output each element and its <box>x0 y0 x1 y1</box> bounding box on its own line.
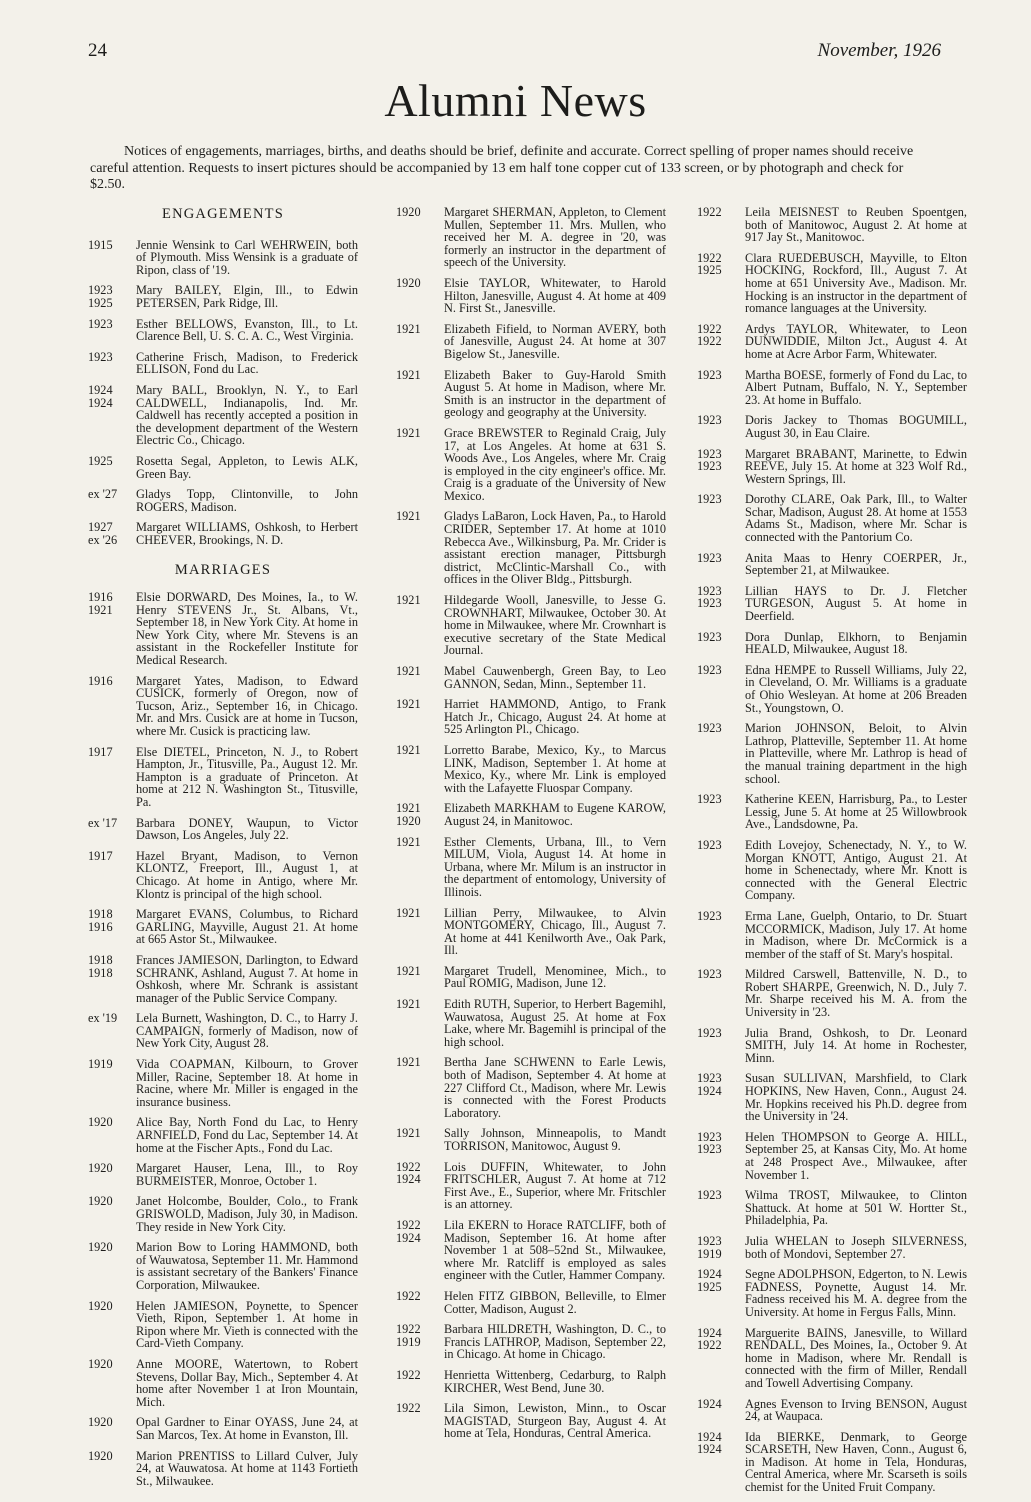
notice-text: Mary BAILEY, Elgin, Ill., to Edwin PETERSEN, Park Ridge, Ill. <box>136 283 358 310</box>
notice-entry <box>88 351 358 376</box>
column-right <box>697 206 967 1502</box>
notice-text: Margaret BRABANT, Marinette, to Edwin REEVE, July 15. At home at 323 Wolf Rd., Western Springs, Ill. <box>745 446 967 486</box>
class-year: 1923 <box>697 792 722 807</box>
class-year: 1923 <box>697 1188 722 1203</box>
class-year: 1922 <box>396 1367 421 1382</box>
class-year: 1924 1925 <box>697 1267 722 1294</box>
notice-text: Gladys LaBaron, Lock Haven, Pa., to Harold CRIDER, September 17. At home at 1010 Rebecca Ave., Wilkinsburg, Pa. Mr. Crider is assistant erection manager, Pittsburgh district, McClintic-Marshall Co., with offices in the Oliver Bldg., Pittsburgh. <box>444 509 666 587</box>
notice-text: Harriet HAMMOND, Antigo, to Frank Hatch Jr., Chicago, August 24. At home at 525 Arlington Pl., Chicago. <box>444 697 666 737</box>
notice-text: Erma Lane, Guelph, Ontario, to Dr. Stuart MCCORMICK, Madison, July 17. At home in Madison, where Dr. McCormick is a member of the staff of St. Mary's hospital. <box>745 908 967 961</box>
class-year: 1923 1924 <box>697 1071 722 1099</box>
class-year: 1916 1921 <box>88 590 113 617</box>
notice-entry <box>396 802 666 827</box>
notice-text: Frances JAMIESON, Darlington, to Edward SCHRANK, Ashland, August 7. At home in Oshkosh, where Mr. Schrank is assistant manager of the Public Service Company. <box>136 952 358 1005</box>
notice-text: Vida COAPMAN, Kilbourn, to Grover Miller, Racine, September 18. At home in Racine, where Mr. Miller is engaged in the insurance business. <box>136 1057 358 1109</box>
class-year: 1920 <box>88 1115 113 1130</box>
class-year: 1923 <box>697 837 722 852</box>
class-year: 1923 1923 <box>697 583 722 611</box>
notice-entry <box>697 206 967 244</box>
notice-entry <box>697 448 967 486</box>
notice-text: Marion Bow to Loring HAMMOND, both of Wauwatosa, September 11. Mr. Hammond is assistant secretary of the Bankers' Finance Corporation, Milwaukee. <box>136 1240 358 1292</box>
notice-entry <box>396 323 666 361</box>
class-year: 1915 <box>88 237 113 252</box>
class-year: 1920 <box>88 1415 113 1430</box>
class-year: 1921 <box>396 905 421 920</box>
notice-text: Lila EKERN to Horace RATCLIFF, both of Madison, September 16. At home after November 1 at 508–52nd St., Milwaukee, where Mr. Ratcliff is employed as sales engineer with the Cutler, Hammer Company. <box>444 1217 666 1283</box>
class-year: 1921 <box>396 742 421 757</box>
notice-text: Helen FITZ GIBBON, Belleville, to Elmer Cotter, Madison, August 2. <box>444 1288 666 1316</box>
notice-entry <box>697 1235 967 1260</box>
column-left <box>88 206 358 1495</box>
notice-text: Barbara DONEY, Waupun, to Victor Dawson, Los Angeles, July 22. <box>136 815 358 843</box>
notice-entry <box>396 1323 666 1361</box>
notice-text: Gladys Topp, Clintonville, to John ROGERS, Madison. <box>136 487 358 514</box>
notice-text: Henrietta Wittenberg, Cedarburg, to Ralph KIRCHER, West Bend, June 30. <box>444 1367 666 1395</box>
notice-entry <box>396 1369 666 1394</box>
notice-text: Elizabeth MARKHAM to Eugene KAROW, August 24, in Manitowoc. <box>444 801 666 828</box>
class-year: 1923 <box>88 349 113 364</box>
notice-entry <box>88 1358 358 1408</box>
notice-entry <box>396 1402 666 1440</box>
class-year: 1918 1916 <box>88 907 113 934</box>
class-year: 1924 1924 <box>88 382 113 410</box>
notice-entry <box>697 722 967 785</box>
notice-text: Mabel Cauwenbergh, Green Bay, to Leo GANNON, Sedan, Minn., September 11. <box>444 664 666 691</box>
class-year: 1921 <box>396 1055 421 1070</box>
notice-entry <box>88 675 358 738</box>
notice-text: Lillian Perry, Milwaukee, to Alvin MONTGOMERY, Chicago, Ill., August 7. At home at 441 Kenilworth Ave., Oak Park, Ill. <box>444 905 666 958</box>
notice-text: Margaret EVANS, Columbus, to Richard GARLING, Mayville, August 21. At home at 665 Astor St., Milwaukee. <box>136 907 358 947</box>
notice-entry <box>396 1219 666 1282</box>
notice-entry <box>88 1012 358 1050</box>
class-year: 1921 <box>396 509 421 524</box>
notice-text: Wilma TROST, Milwaukee, to Clinton Shattuck. At home at 501 W. Hortter St., Philadelphia, Pa. <box>745 1188 967 1228</box>
notice-entry <box>88 591 358 667</box>
notice-text: Mildred Carswell, Battenville, N. D., to Robert SHARPE, Greenwich, N. D., July 7. Mr. Sharpe received his M. A. from the University in '23. <box>745 967 967 1020</box>
notice-entry <box>88 908 358 946</box>
notice-text: Helen THOMPSON to George A. HILL, September 25, at Kansas City, Mo. At home at 248 Prospect Ave., Milwaukee, after November 1. <box>745 1129 967 1182</box>
notice-entry <box>88 1416 358 1441</box>
notice-text: Margaret Yates, Madison, to Edward CUSICK, formerly of Oregon, now of Tucson, Ariz., September 16, in Chicago. Mr. and Mrs. Cusick are at home in Tucson, where Mr. Cusick is practicing law. <box>136 673 358 738</box>
notice-entry <box>697 968 967 1018</box>
class-year: 1927 ex '26 <box>88 520 118 547</box>
notice-text: Elsie TAYLOR, Whitewater, to Harold Hilton, Janesville, August 4. At home at 409 N. First St., Janesville. <box>444 275 666 316</box>
notice-entry <box>88 318 358 343</box>
notice-text: Lela Burnett, Washington, D. C., to Harry J. CAMPAIGN, formerly of Madison, now of New York City, August 28. <box>136 1011 358 1051</box>
class-year: 1923 1919 <box>697 1233 722 1261</box>
notice-text: Edna HEMPE to Russell Williams, July 22, in Cleveland, O. Mr. Williams is a graduate of Ohio Wesleyan. At home at 206 Breaden St., Youngstown, O. <box>745 662 967 715</box>
notice-entry <box>396 1290 666 1315</box>
class-year: 1921 <box>396 834 421 849</box>
notice-text: Lila Simon, Lewiston, Minn., to Oscar MAGISTAD, Sturgeon Bay, August 4. At home at Tela, Honduras, Central America. <box>444 1401 666 1441</box>
notice-text: Agnes Evenson to Irving BENSON, August 24, at Waupaca. <box>745 1396 967 1424</box>
notice-entry <box>697 1327 967 1390</box>
class-year: 1921 <box>396 593 421 608</box>
marriages-list-middle <box>396 206 666 1440</box>
class-year: 1922 1925 <box>697 250 722 278</box>
class-year: 1923 <box>697 413 722 428</box>
notice-entry <box>396 907 666 957</box>
class-year: 1923 <box>697 629 722 644</box>
notice-entry <box>88 239 358 277</box>
class-year: 1923 1923 <box>697 1129 722 1157</box>
notice-text: Doris Jackey to Thomas BOGUMILL, August 30, in Eau Claire. <box>745 413 967 440</box>
class-year: 1924 <box>697 1396 722 1411</box>
notice-entry <box>697 1131 967 1181</box>
notice-entry <box>697 369 967 407</box>
notice-text: Anita Maas to Henry COERPER, Jr., September 21, at Milwaukee. <box>745 550 967 578</box>
notice-entry <box>88 1162 358 1187</box>
notice-text: Margaret WILLIAMS, Oshkosh, to Herbert CHEEVER, Brookings, N. D. <box>136 520 358 547</box>
notice-text: Margaret Trudell, Menominee, Mich., to Paul ROMIG, Madison, June 12. <box>444 963 666 991</box>
notice-text: Julia Brand, Oshkosh, to Dr. Leonard SMITH, July 14. At home in Rochester, Minn. <box>745 1025 967 1065</box>
class-year: 1920 <box>88 1448 113 1463</box>
class-year: 1921 <box>396 697 421 712</box>
notice-entry <box>697 1431 967 1494</box>
class-year: 1922 1922 <box>697 321 722 349</box>
class-year: 1922 <box>396 1401 421 1416</box>
notice-entry <box>396 1127 666 1152</box>
notice-entry <box>88 817 358 842</box>
notice-text: Janet Holcombe, Boulder, Colo., to Frank GRISWOLD, Madison, July 30, in Madison. They reside in New York City. <box>136 1194 358 1234</box>
notice-entry <box>88 954 358 1004</box>
engagements-list <box>88 239 358 547</box>
notice-entry <box>697 910 967 960</box>
marriages-list-left <box>88 591 358 1487</box>
issue-date: November, 1926 <box>817 40 941 61</box>
class-year: 1921 <box>396 367 421 382</box>
notice-entry <box>396 369 666 419</box>
class-year: 1920 <box>396 275 421 290</box>
marriages-list-right <box>697 206 967 1494</box>
class-year: 1922 1924 <box>396 1217 421 1245</box>
notice-text: Esther BELLOWS, Evanston, Ill., to Lt. Clarence Bell, U. S. C. A. C., West Virginia. <box>136 316 358 344</box>
notice-text: Hildegarde Wooll, Janesville, to Jesse G. CROWNHART, Milwaukee, October 30. At home in Milwaukee, where Mr. Crownhart is executive secretary of the State Medical Journal. <box>444 593 666 658</box>
notice-entry <box>396 510 666 586</box>
notice-text: Katherine KEEN, Harrisburg, Pa., to Lester Lessig, June 5. At home at 25 Willowbrook Ave., Landsdowne, Pa. <box>745 792 967 832</box>
notice-text: Dorothy CLARE, Oak Park, Ill., to Walter Schar, Madison, August 28. At home at 1553 Adams St., Madison, where Mr. Schar is connected with the Pantorium Co. <box>745 492 967 545</box>
notice-entry <box>88 850 358 900</box>
notice-text: Clara RUEDEBUSCH, Mayville, to Elton HOCKING, Rockford, Ill., August 7. At home at 651 University Ave., Madison. Mr. Hocking is an instructor in the department of romance languages at the University. <box>745 250 967 316</box>
notice-entry <box>396 698 666 736</box>
notice-text: Elsie DORWARD, Des Moines, Ia., to W. Henry STEVENS Jr., St. Albans, Vt., September 18, in New York City. At home in New York City, where Mr. Stevens is an assistant in the Rockefeller Institute for Medical Research. <box>136 590 358 668</box>
class-year: 1920 <box>396 205 421 219</box>
class-year: 1920 <box>88 1161 113 1176</box>
class-year: 1923 <box>697 721 722 736</box>
notice-entry <box>396 277 666 315</box>
class-year: 1921 <box>396 321 421 336</box>
intro-notice: Notices of engagements, marriages, births, and deaths should be brief, definite and accurate. Correct spelling of proper names should receive careful attention. Requests to insert pictures should be accompanied by 13 em half tone copper cut of 133 screen, or by photograph and check for $2.50. <box>90 144 914 192</box>
class-year: 1919 <box>88 1057 113 1072</box>
class-year: 1917 <box>88 848 113 863</box>
notice-entry <box>697 414 967 439</box>
notice-text: Leila MEISNEST to Reuben Spoentgen, both of Manitowoc, August 2. At home at 917 Jay St., Manitowoc. <box>745 205 967 245</box>
notice-text: Martha BOESE, formerly of Fond du Lac, to Albert Putnam, Buffalo, N. Y., September 23. At home in Buffalo. <box>745 367 967 407</box>
marriages-heading: MARRIAGES <box>174 562 272 579</box>
notice-text: Marguerite BAINS, Janesville, to Willard RENDALL, Des Moines, Ia., October 9. At home in Madison, where Mr. Rendall is connected with the firm of Miller, Rendall and Towell Advertising Company. <box>745 1325 967 1390</box>
notice-entry <box>697 1072 967 1122</box>
class-year: 1923 <box>697 662 722 677</box>
notice-text: Else DIETEL, Princeton, N. J., to Robert Hampton, Jr., Titusville, Pa., August 12. Mr. Hampton is a graduate of Princeton. At home at 212 N. Washington St., Titusville, Pa. <box>136 744 358 809</box>
notice-text: Marion PRENTISS to Lillard Culver, July 24, at Wauwatosa. At home at 1143 Fortieth St., Milwaukee. <box>136 1448 358 1488</box>
class-year: 1916 <box>88 673 113 688</box>
class-year: 1922 <box>396 1288 421 1303</box>
notice-entry <box>88 455 358 480</box>
notice-entry <box>88 521 358 546</box>
class-year: 1925 <box>88 453 113 468</box>
class-year: 1923 <box>88 316 113 331</box>
notice-entry <box>88 384 358 447</box>
notice-text: Lorretto Barabe, Mexico, Ky., to Marcus LINK, Madison, September 1. At home at Mexico, Ky., where Mr. Link is employed with the Lafayette Fluospar Company. <box>444 742 666 795</box>
class-year: 1921 <box>396 997 421 1012</box>
class-year: 1923 1923 <box>697 446 722 474</box>
notice-text: Esther Clements, Urbana, Ill., to Vern MILUM, Viola, August 14. At home in Urbana, where Mr. Milum is an instructor in the department of entomology, University of Illinois. <box>444 834 666 899</box>
notice-entry <box>697 323 967 361</box>
notice-text: Barbara HILDRETH, Washington, D. C., to Francis LATHROP, Madison, September 22, in Chicago. At home in Chicago. <box>444 1322 666 1362</box>
notice-entry <box>697 631 967 656</box>
class-year: 1922 1919 <box>396 1322 421 1349</box>
class-year: 1921 <box>396 664 421 678</box>
class-year: 1923 <box>697 492 722 507</box>
class-year: 1920 <box>88 1240 113 1255</box>
class-year: ex '19 <box>88 1011 118 1026</box>
notice-text: Ida BIERKE, Denmark, to George SCARSETH, New Haven, Conn., August 6, in Madison. At home in Tela, Honduras, Central America, where Mr. Scarseth is soils chemist for the United Fruit Company. <box>745 1429 967 1495</box>
notice-entry <box>396 965 666 990</box>
class-year: 1923 1925 <box>88 283 113 310</box>
notice-text: Edith RUTH, Superior, to Herbert Bagemihl, Wauwatosa, August 25. At home at Fox Lake, where Mr. Bagemihl is principal of the high school. <box>444 997 666 1049</box>
class-year: 1923 <box>697 908 722 923</box>
notice-text: Marion JOHNSON, Beloit, to Alvin Lathrop, Platteville, September 11. At home in Platteville, where Mr. Lathrop is head of the manual training department in the high school. <box>745 721 967 786</box>
notice-entry <box>396 206 666 269</box>
notice-text: Jennie Wensink to Carl WEHRWEIN, both of Plymouth. Miss Wensink is a graduate of Ripon, class of '19. <box>136 237 358 277</box>
class-year: 1920 <box>88 1356 113 1371</box>
notice-text: Helen JAMIESON, Poynette, to Spencer Vieth, Ripon, September 1. At home in Ripon where Mr. Vieth is connected with the Card-Vieth Company. <box>136 1298 358 1351</box>
class-year: 1923 <box>697 1025 722 1040</box>
class-year: 1922 1924 <box>396 1159 421 1187</box>
class-year: 1923 <box>697 967 722 982</box>
notice-entry <box>697 793 967 831</box>
class-year: 1922 <box>697 205 722 219</box>
notice-entry <box>88 1058 358 1108</box>
class-year: 1917 <box>88 744 113 759</box>
notice-text: Lillian HAYS to Dr. J. Fletcher TURGESON, August 5. At home in Deerfield. <box>745 583 967 624</box>
page-number: 24 <box>88 40 107 61</box>
notice-text: Grace BREWSTER to Reginald Craig, July 17, at Los Angeles. At home at 631 S. Woods Ave., Los Angeles, where Mr. Craig is employed in the city engineer's office. Mr. Craig is a graduate of the University of New Mexico. <box>444 425 666 503</box>
notice-entry <box>396 594 666 657</box>
notice-text: Edith Lovejoy, Schenectady, N. Y., to W. Morgan KNOTT, Antigo, August 21. At home in Schenectady, where Mr. Knott is connected with the General Electric Company. <box>745 837 967 903</box>
notice-text: Opal Gardner to Einar OYASS, June 24, at San Marcos, Tex. At home in Evanston, Ill. <box>136 1415 358 1442</box>
notice-entry <box>697 252 967 315</box>
notice-entry <box>396 1056 666 1119</box>
notice-text: Hazel Bryant, Madison, to Vernon KLONTZ, Freeport, Ill., August 1, at Chicago. At home in Antigo, where Mr. Klontz is principal of the high school. <box>136 848 358 901</box>
class-year: 1924 1922 <box>697 1325 722 1353</box>
column-middle <box>396 206 666 1448</box>
class-year: 1921 <box>396 1126 421 1141</box>
notice-entry <box>697 1027 967 1065</box>
notice-text: Rosetta Segal, Appleton, to Lewis ALK, Green Bay. <box>136 453 358 481</box>
notice-entry <box>697 585 967 623</box>
notice-text: Dora Dunlap, Elkhorn, to Benjamin HEALD, Milwaukee, August 18. <box>745 629 967 657</box>
class-year: 1921 <box>396 963 421 978</box>
notice-text: Elizabeth Baker to Guy-Harold Smith August 5. At home in Madison, where Mr. Smith is an instructor in the department of geology and geography at the University. <box>444 367 666 420</box>
notice-entry <box>88 1450 358 1488</box>
notice-text: Ardys TAYLOR, Whitewater, to Leon DUNWIDDIE, Milton Jct., August 4. At home at Acre Arbor Farm, Whitewater. <box>745 321 967 361</box>
class-year: 1921 1920 <box>396 801 421 828</box>
notice-entry <box>697 1398 967 1423</box>
notice-entry <box>396 836 666 899</box>
notice-text: Segne ADOLPHSON, Edgerton, to N. Lewis FADNESS, Poynette, August 14. Mr. Fadness received his M. A. degree from the University. At home in Fergus Falls, Minn. <box>745 1267 968 1319</box>
notice-entry <box>697 1268 967 1318</box>
engagements-heading: ENGAGEMENTS <box>162 206 284 222</box>
notice-text: Alice Bay, North Fond du Lac, to Henry ARNFIELD, Fond du Lac, September 14. At home at the Fischer Apts., Fond du Lac. <box>136 1115 358 1155</box>
class-year: 1920 <box>88 1298 113 1313</box>
notice-entry <box>396 998 666 1048</box>
notice-entry <box>697 493 967 543</box>
class-year: 1921 <box>396 425 421 440</box>
notice-entry <box>396 1161 666 1211</box>
notice-entry <box>88 488 358 513</box>
notice-text: Sally Johnson, Minneapolis, to Mandt TORRISON, Manitowoc, August 9. <box>444 1126 666 1153</box>
notice-entry <box>88 1195 358 1233</box>
notice-text: Susan SULLIVAN, Marshfield, to Clark HOPKINS, New Haven, Conn., August 24. Mr. Hopkins received his Ph.D. degree from the University in '24. <box>745 1071 967 1124</box>
class-year: 1920 <box>88 1194 113 1209</box>
notice-entry <box>697 1189 967 1227</box>
notice-entry <box>88 1116 358 1154</box>
notice-entry <box>697 664 967 714</box>
notice-entry <box>88 284 358 309</box>
notice-text: Elizabeth Fifield, to Norman AVERY, both of Janesville, August 24. At home at 307 Bigelow St., Janesville. <box>444 321 666 361</box>
class-year: 1923 <box>697 550 722 565</box>
notice-entry <box>396 744 666 794</box>
notice-entry <box>697 839 967 902</box>
class-year: 1924 1924 <box>697 1429 722 1457</box>
notice-text: Margaret Hauser, Lena, Ill., to Roy BURMEISTER, Monroe, October 1. <box>136 1161 358 1188</box>
notice-entry <box>88 1241 358 1291</box>
notice-entry <box>88 1300 358 1350</box>
notice-text: Bertha Jane SCHWENN to Earle Lewis, both of Madison, September 4. At home at 227 Clifford Ct., Madison, where Mr. Lewis is connected with the Forest Products Laboratory. <box>444 1055 666 1120</box>
notice-entry <box>396 665 666 690</box>
class-year: ex '27 <box>88 487 118 502</box>
class-year: 1918 1918 <box>88 952 113 980</box>
class-year: 1923 <box>697 367 722 382</box>
notice-text: Catherine Frisch, Madison, to Frederick ELLISON, Fond du Lac. <box>136 349 358 377</box>
notice-text: Anne MOORE, Watertown, to Robert Stevens, Dollar Bay, Mich., September 4. At home after November 1 at Iron Mountain, Mich. <box>136 1356 358 1409</box>
notice-entry <box>697 552 967 577</box>
notice-text: Mary BALL, Brooklyn, N. Y., to Earl CALDWELL, Indianapolis, Ind. Mr. Caldwell has recently accepted a position in the development department of the Western Electric Co., Chicago. <box>136 382 358 448</box>
page-title: Alumni News <box>384 75 647 126</box>
class-year: ex '17 <box>88 815 118 830</box>
notice-entry <box>396 427 666 503</box>
notice-text: Lois DUFFIN, Whitewater, to John FRITSCHLER, August 7. At home at 712 First Ave., E., Superior, where Mr. Fritschler is an attorney. <box>444 1159 666 1212</box>
notice-text: Julia WHELAN to Joseph SILVERNESS, both of Mondovi, September 27. <box>745 1233 967 1261</box>
notice-entry <box>88 746 358 809</box>
notice-text: Margaret SHERMAN, Appleton, to Clement Mullen, September 11. Mrs. Mullen, who received her M. A. degree in '20, was formerly an instructor in the department of speech of the University. <box>444 205 666 270</box>
